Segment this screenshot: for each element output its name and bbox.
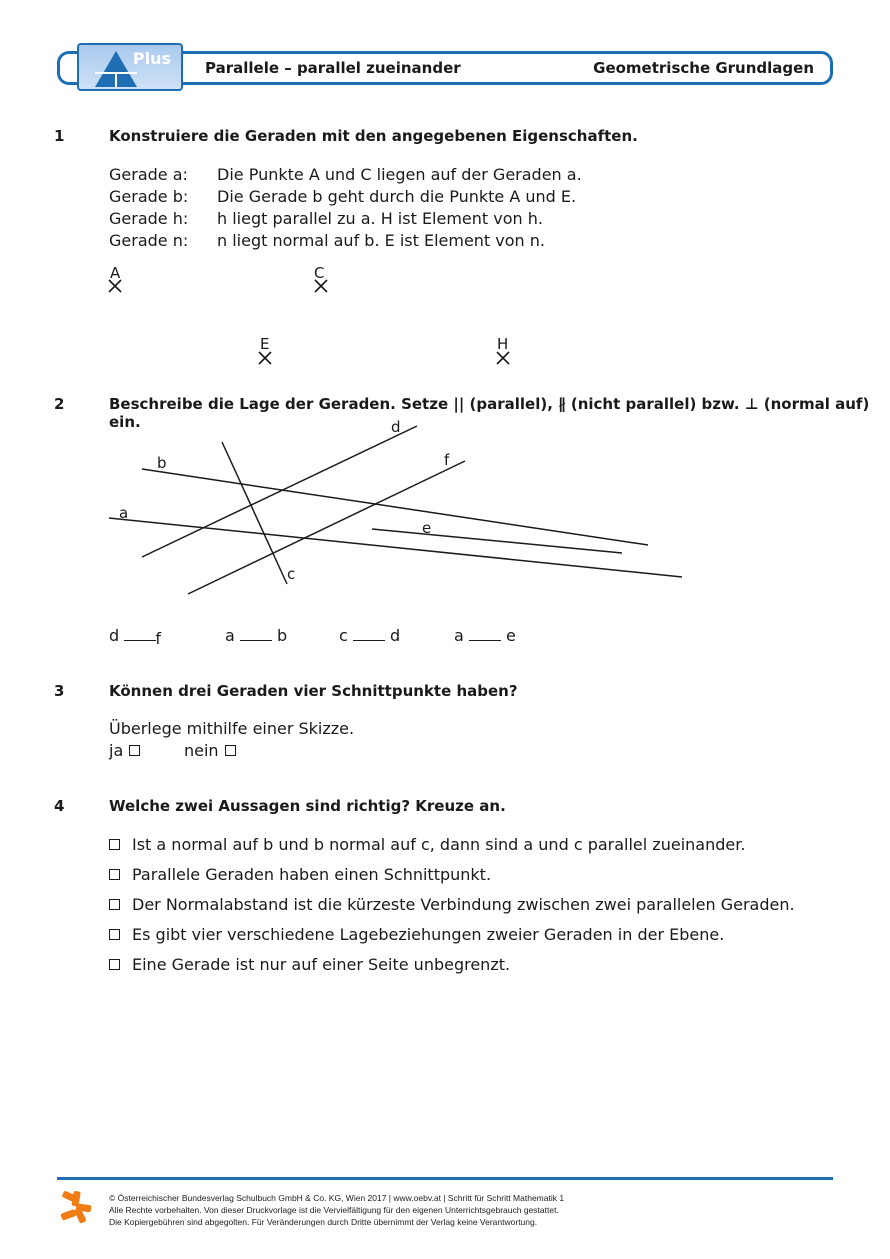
footer-text (109, 1192, 564, 1228)
blank-item (225, 626, 287, 645)
point-c-label: C (314, 264, 325, 282)
blank-item (454, 626, 516, 645)
line-b (142, 469, 648, 545)
line-d-label: d (391, 418, 401, 436)
yes-option[interactable] (109, 741, 140, 760)
blank-left: a (454, 626, 464, 645)
statement-option[interactable] (109, 925, 724, 944)
logo-plus-text: Plus (132, 49, 171, 68)
statement-text: Ist a normal auf b und b normal auf c, dann sind a und c parallel zueinander. (132, 835, 746, 854)
t1-row-label: Gerade b: (109, 187, 189, 206)
blank-item (339, 626, 400, 645)
task-1-heading: Konstruiere die Geraden mit den angegebenen Eigenschaften. (109, 127, 638, 145)
blank-left: a (225, 626, 235, 645)
statement-checkbox[interactable] (109, 839, 120, 850)
statement-text: Der Normalabstand ist die kürzeste Verbindung zwischen zwei parallelen Geraden. (132, 895, 795, 914)
task-1-number: 1 (54, 127, 65, 145)
t1-row-label: Gerade h: (109, 209, 189, 228)
answer-blank[interactable] (240, 626, 272, 641)
worksheet-title: Parallele – parallel zueinander (205, 59, 461, 77)
blank-left: d (109, 626, 120, 645)
t1-row-text: n liegt normal auf b. E ist Element von n. (217, 231, 545, 250)
task-2-heading: Beschreibe die Lage der Geraden. Setze || (parallel), ∦ (nicht parallel) bzw. ⊥ (normal auf) ein. (109, 395, 870, 431)
no-checkbox[interactable] (225, 745, 236, 756)
statement-option[interactable] (109, 895, 795, 914)
yes-checkbox[interactable] (129, 745, 140, 756)
line-e-label: e (422, 519, 432, 537)
statement-option[interactable] (109, 955, 510, 974)
blank-item (109, 626, 161, 648)
publisher-star-icon (56, 1190, 92, 1226)
blank-right: f (155, 629, 161, 648)
task-4-heading: Welche zwei Aussagen sind richtig? Kreuze an. (109, 797, 506, 815)
line-f-label: f (444, 451, 450, 469)
line-b-label: b (157, 454, 167, 472)
task-3-heading: Können drei Geraden vier Schnittpunkte haben? (109, 682, 518, 700)
no-label: nein (184, 741, 219, 760)
task-2-number: 2 (54, 395, 65, 413)
line-d (142, 426, 417, 557)
t1-row-label: Gerade n: (109, 231, 189, 250)
point-e-label: E (260, 335, 270, 353)
line-a-label: a (119, 504, 129, 522)
statement-text: Parallele Geraden haben einen Schnittpunkt. (132, 865, 492, 884)
task-3-hint: Überlege mithilfe einer Skizze. (109, 719, 355, 738)
blank-right: e (506, 626, 516, 645)
statement-checkbox[interactable] (109, 959, 120, 970)
footer-rule (57, 1177, 833, 1180)
no-option[interactable] (184, 741, 236, 760)
yes-label: ja (109, 741, 124, 760)
answer-blank[interactable] (353, 626, 385, 641)
answer-blank[interactable] (469, 626, 501, 641)
t1-row-text: Die Gerade b geht durch die Punkte A und E. (217, 187, 577, 206)
line-a (109, 518, 682, 577)
footer-line: Alle Rechte vorbehalten. Von dieser Druckvorlage ist die Vervielfältigung für den eigenen Unterrichtsgebrauch gestattet. (109, 1205, 559, 1215)
blank-left: c (339, 626, 348, 645)
footer-line: Die Kopiergebühren sind abgegolten. Für Veränderungen durch Dritte übernimmt der Verlag keine Verantwortung. (109, 1217, 538, 1227)
statement-text: Eine Gerade ist nur auf einer Seite unbegrenzt. (132, 955, 511, 974)
statement-option[interactable] (109, 835, 745, 854)
t1-row-text: h liegt parallel zu a. H ist Element von h. (217, 209, 543, 228)
blank-right: d (389, 626, 401, 645)
statement-checkbox[interactable] (109, 869, 120, 880)
task-4-number: 4 (54, 797, 65, 815)
blank-right: b (277, 626, 288, 645)
statement-checkbox[interactable] (109, 899, 120, 910)
t1-row-label: Gerade a: (109, 165, 188, 184)
statement-text: Es gibt vier verschiedene Lagebeziehungen zweier Geraden in der Ebene. (132, 925, 725, 944)
statement-checkbox[interactable] (109, 929, 120, 940)
task-3-number: 3 (54, 682, 65, 700)
point-a-label: A (110, 264, 121, 282)
point-h-label: H (497, 335, 509, 353)
t1-row-text: Die Punkte A und C liegen auf der Geraden a. (217, 165, 582, 184)
line-c-label: c (287, 565, 296, 583)
statement-option[interactable] (109, 865, 491, 884)
answer-blank[interactable] (124, 626, 156, 641)
footer-line: © Österreichischer Bundesverlag Schulbuch GmbH & Co. KG, Wien 2017 | www.oebv.at | Schritt für Schritt Mathematik 1 (109, 1193, 565, 1203)
worksheet-section: Geometrische Grundlagen (593, 59, 814, 77)
